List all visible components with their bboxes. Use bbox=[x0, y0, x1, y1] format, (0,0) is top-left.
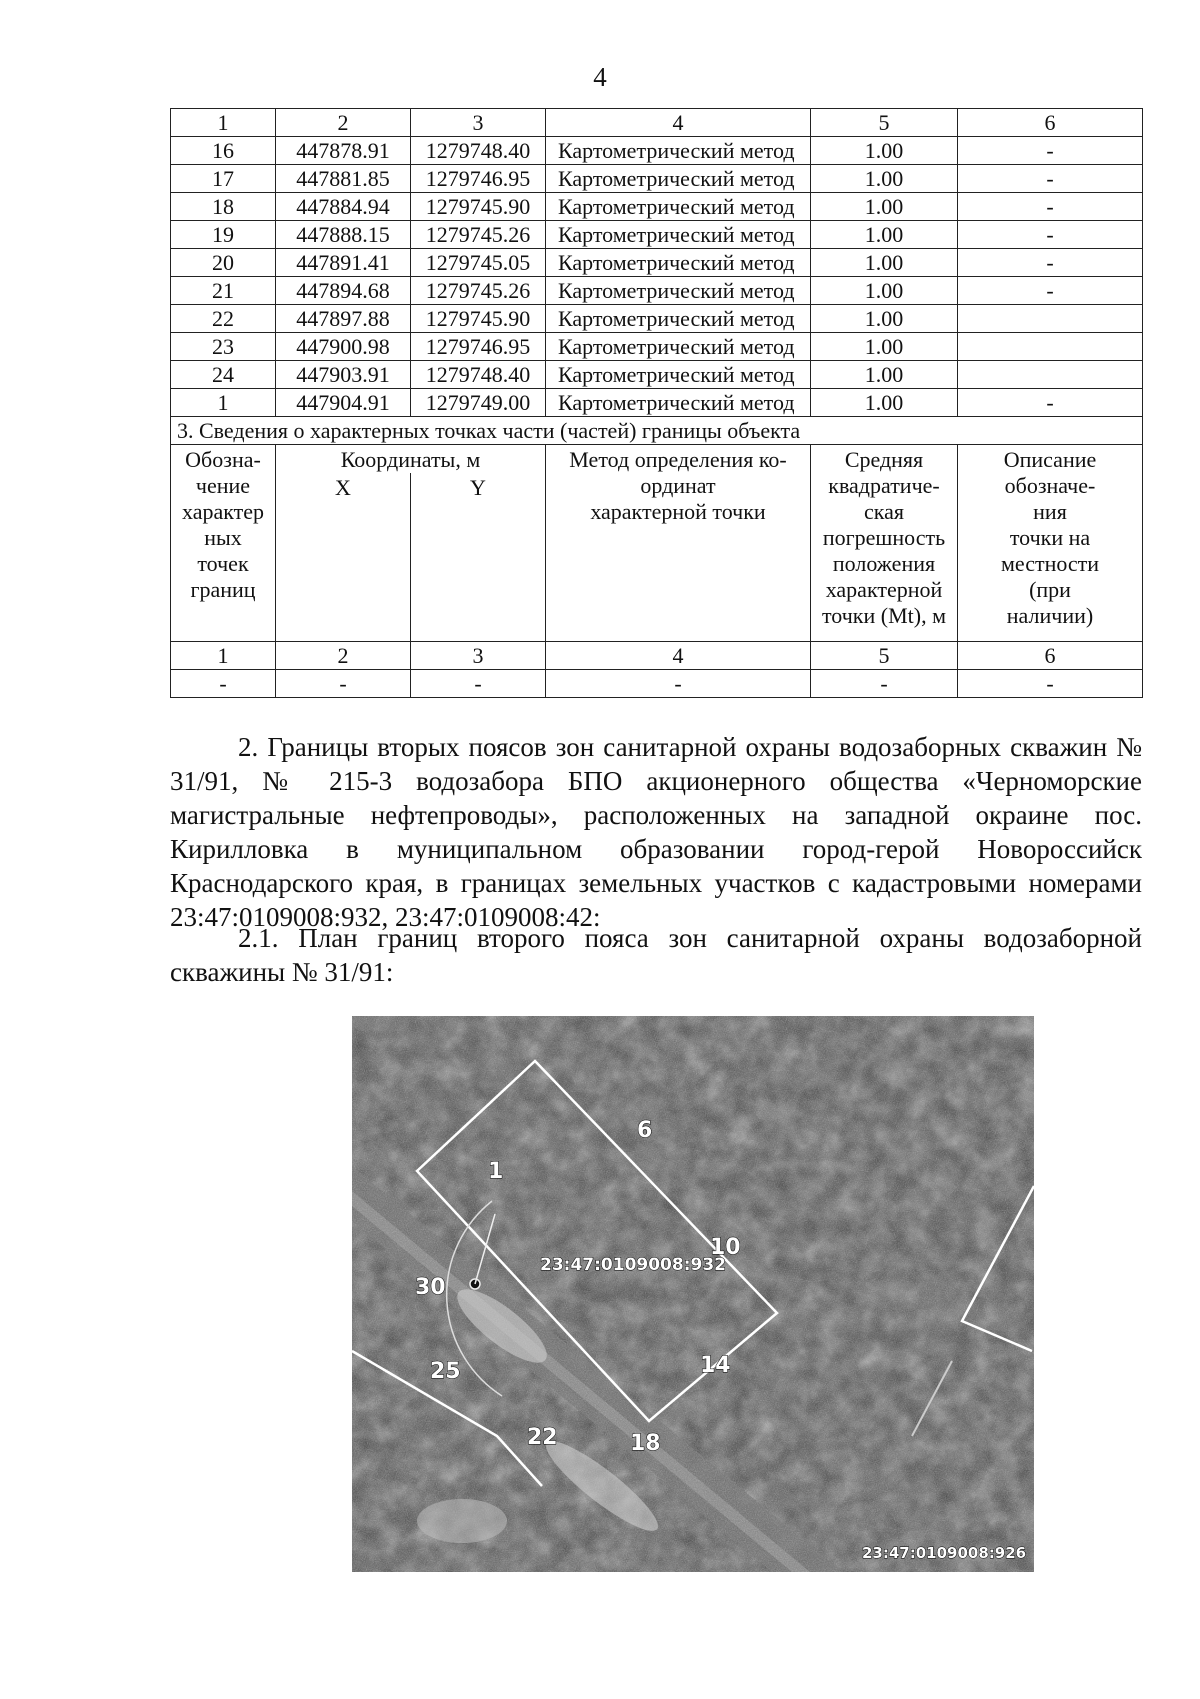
table-row bbox=[171, 137, 1143, 165]
empty-cell: - bbox=[171, 670, 276, 698]
x-coord-cell: 447884.94 bbox=[276, 193, 411, 221]
x-coord-cell: 447894.68 bbox=[276, 277, 411, 305]
point-number-cell: 24 bbox=[171, 361, 276, 389]
section-3-title-row bbox=[171, 417, 1143, 445]
column-number-row bbox=[171, 109, 1143, 137]
method-cell: Картометрический метод bbox=[546, 249, 811, 277]
description-cell: - bbox=[958, 277, 1143, 305]
x-coord-cell: 447891.41 bbox=[276, 249, 411, 277]
col-number: 5 bbox=[811, 642, 958, 670]
empty-cell: - bbox=[811, 670, 958, 698]
point-number-cell: 20 bbox=[171, 249, 276, 277]
point-number-cell: 16 bbox=[171, 137, 276, 165]
mt-cell: 1.00 bbox=[811, 361, 958, 389]
x-coord-cell: 447904.91 bbox=[276, 389, 411, 417]
col-number: 5 bbox=[811, 109, 958, 137]
point-label-10: 10 bbox=[710, 1235, 741, 1260]
x-coord-cell: 447888.15 bbox=[276, 221, 411, 249]
method-cell: Картометрический метод bbox=[546, 305, 811, 333]
y-coord-cell: 1279746.95 bbox=[411, 165, 546, 193]
y-coord-cell: 1279745.26 bbox=[411, 221, 546, 249]
map-svg bbox=[352, 1016, 1034, 1572]
cadastral-label-corner: 23:47:0109008:926 bbox=[862, 1544, 1027, 1562]
point-number-cell: 22 bbox=[171, 305, 276, 333]
mt-cell: 1.00 bbox=[811, 221, 958, 249]
col-number: 1 bbox=[171, 642, 276, 670]
point-label-1: 1 bbox=[488, 1159, 504, 1184]
mt-cell: 1.00 bbox=[811, 193, 958, 221]
col-number: 2 bbox=[276, 109, 411, 137]
x-coord-cell: 447903.91 bbox=[276, 361, 411, 389]
point-label-25: 25 bbox=[430, 1359, 461, 1384]
description-cell bbox=[958, 361, 1143, 389]
aerial-map-plan bbox=[352, 1016, 1034, 1572]
method-cell: Картометрический метод bbox=[546, 389, 811, 417]
description-cell: - bbox=[958, 165, 1143, 193]
building-patch bbox=[417, 1499, 507, 1543]
description-cell: - bbox=[958, 249, 1143, 277]
section-3-empty-row bbox=[171, 670, 1143, 698]
mt-cell: 1.00 bbox=[811, 305, 958, 333]
y-coord-cell: 1279745.90 bbox=[411, 305, 546, 333]
description-cell: - bbox=[958, 137, 1143, 165]
description-cell bbox=[958, 333, 1143, 361]
x-coord-cell: 447897.88 bbox=[276, 305, 411, 333]
cadastral-label-main: 23:47:0109008:932 bbox=[540, 1255, 726, 1275]
mt-cell: 1.00 bbox=[811, 333, 958, 361]
coordinates-table bbox=[170, 108, 1143, 698]
section-3-header-row bbox=[171, 445, 1143, 474]
table-row bbox=[171, 221, 1143, 249]
empty-cell: - bbox=[546, 670, 811, 698]
header-y: Y bbox=[411, 473, 546, 642]
method-cell: Картометрический метод bbox=[546, 193, 811, 221]
table-row bbox=[171, 249, 1143, 277]
point-number-cell: 21 bbox=[171, 277, 276, 305]
table-row bbox=[171, 389, 1143, 417]
empty-cell: - bbox=[276, 670, 411, 698]
y-coord-cell: 1279745.26 bbox=[411, 277, 546, 305]
y-coord-cell: 1279748.40 bbox=[411, 361, 546, 389]
point-label-22: 22 bbox=[527, 1425, 558, 1450]
description-cell bbox=[958, 305, 1143, 333]
empty-cell: - bbox=[958, 670, 1143, 698]
table-row bbox=[171, 333, 1143, 361]
section-3-column-number-row bbox=[171, 642, 1143, 670]
page-number: 4 bbox=[593, 62, 607, 92]
mt-cell: 1.00 bbox=[811, 277, 958, 305]
map-grain bbox=[352, 1016, 1034, 1572]
point-number-cell: 19 bbox=[171, 221, 276, 249]
header-method: Метод определения ко- ординат характерной точки bbox=[546, 445, 811, 642]
y-coord-cell: 1279749.00 bbox=[411, 389, 546, 417]
point-number-cell: 23 bbox=[171, 333, 276, 361]
mt-cell: 1.00 bbox=[811, 137, 958, 165]
col-number: 6 bbox=[958, 109, 1143, 137]
empty-cell: - bbox=[411, 670, 546, 698]
method-cell: Картометрический метод bbox=[546, 137, 811, 165]
point-label-30: 30 bbox=[415, 1275, 446, 1300]
x-coord-cell: 447900.98 bbox=[276, 333, 411, 361]
table-row bbox=[171, 193, 1143, 221]
description-cell: - bbox=[958, 221, 1143, 249]
header-description: Описание обозначе- ния точки на местности (при наличии) bbox=[958, 445, 1143, 642]
header-designation: Обозна- чение характер ных точек границ bbox=[171, 445, 276, 642]
point-number-cell: 17 bbox=[171, 165, 276, 193]
y-coord-cell: 1279746.95 bbox=[411, 333, 546, 361]
point-number-cell: 1 bbox=[171, 389, 276, 417]
y-coord-cell: 1279745.05 bbox=[411, 249, 546, 277]
col-number: 3 bbox=[411, 109, 546, 137]
header-error: Средняя квадратиче- ская погрешность положения характерной точки (Mt), м bbox=[811, 445, 958, 642]
col-number: 3 bbox=[411, 642, 546, 670]
method-cell: Картометрический метод bbox=[546, 361, 811, 389]
x-coord-cell: 447881.85 bbox=[276, 165, 411, 193]
section-3-title: 3. Сведения о характерных точках части (частей) границы объекта bbox=[171, 417, 1143, 445]
table-row bbox=[171, 277, 1143, 305]
method-cell: Картометрический метод bbox=[546, 277, 811, 305]
description-cell: - bbox=[958, 193, 1143, 221]
point-label-18: 18 bbox=[630, 1431, 661, 1456]
table-row bbox=[171, 305, 1143, 333]
table-row bbox=[171, 361, 1143, 389]
header-coordinates: Координаты, м bbox=[276, 445, 546, 474]
mt-cell: 1.00 bbox=[811, 249, 958, 277]
col-number: 4 bbox=[546, 109, 811, 137]
col-number: 4 bbox=[546, 642, 811, 670]
table-row bbox=[171, 165, 1143, 193]
method-cell: Картометрический метод bbox=[546, 221, 811, 249]
col-number: 2 bbox=[276, 642, 411, 670]
point-label-14: 14 bbox=[700, 1353, 731, 1378]
col-number: 1 bbox=[171, 109, 276, 137]
x-coord-cell: 447878.91 bbox=[276, 137, 411, 165]
paragraph-section-2: 2. Границы вторых поясов зон санитарной охраны водозаборных скважин № 31/91, № 215-3 водозабора БПО акционерного общества «Черноморские магистральные нефтепроводы», расположенных на западной окраине пос. Кирилловка в муниципальном образовании город-герой Новороссийск Краснодарского края, в границах земельных участков с кадастровыми номерами 23:47:0109008:932, 23:47:0109008:42: bbox=[170, 732, 1142, 932]
y-coord-cell: 1279745.90 bbox=[411, 193, 546, 221]
y-coord-cell: 1279748.40 bbox=[411, 137, 546, 165]
method-cell: Картометрический метод bbox=[546, 165, 811, 193]
mt-cell: 1.00 bbox=[811, 165, 958, 193]
mt-cell: 1.00 bbox=[811, 389, 958, 417]
header-x: X bbox=[276, 473, 411, 642]
point-label-6: 6 bbox=[637, 1118, 653, 1143]
point-number-cell: 18 bbox=[171, 193, 276, 221]
col-number: 6 bbox=[958, 642, 1143, 670]
paragraph-section-2-1: 2.1. План границ второго пояса зон санитарной охраны водозаборной скважины № 31/91: bbox=[170, 923, 1142, 987]
method-cell: Картометрический метод bbox=[546, 333, 811, 361]
description-cell: - bbox=[958, 389, 1143, 417]
